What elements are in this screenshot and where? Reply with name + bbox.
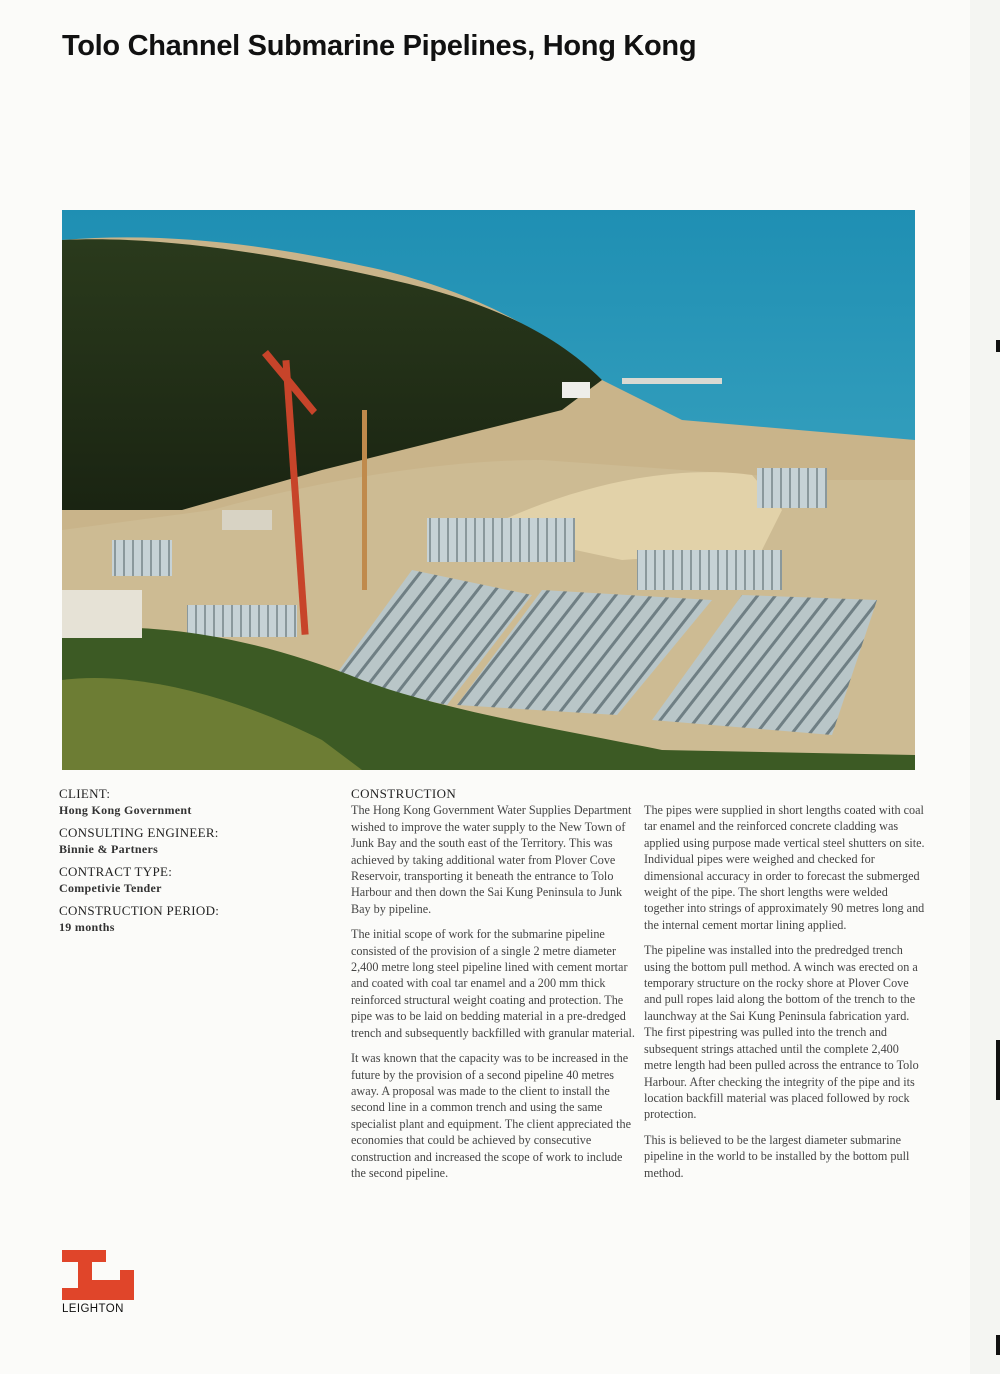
construction-column-1 — [351, 786, 636, 1190]
fact-label: CONTRACT TYPE: — [59, 864, 173, 879]
fact-client — [59, 786, 319, 818]
project-facts — [59, 786, 319, 942]
edge-mark — [996, 1335, 1000, 1355]
paragraph: The pipeline was installed into the predredged trench using the bottom pull method. A winch was erected on a temporary structure on the rocky shore at Plover Cove and pull ropes laid along the bottom of the trench to the launchway at the Sai Kung Peninsula fabrication yard. The first pipestring was pulled into the trench and subsequent strings attached until the complete 2,400 metre length had been pulled across the entrance to Tolo Harbour. After checking the integrity of the pipe and its location backfill material was placed followed by rock protection. — [644, 943, 919, 1122]
construction-column-2 — [644, 802, 929, 1190]
page-title: Tolo Channel Submarine Pipelines, Hong Kong — [62, 30, 697, 62]
logo-mark — [62, 1250, 134, 1300]
paragraph: This is believed to be the largest diameter submarine pipeline in the world to be installed by the bottom pull method. — [644, 1132, 910, 1180]
construction-heading: CONSTRUCTION — [351, 786, 457, 801]
logo-wordmark: LEIGHTON — [62, 1303, 124, 1315]
fact-value: Competivie Tender — [59, 881, 162, 895]
leighton-logo-icon — [62, 1250, 134, 1300]
fact-consulting-engineer — [59, 825, 319, 857]
fact-value: Binnie & Partners — [59, 842, 159, 856]
fact-label: CLIENT: — [59, 786, 111, 801]
paragraph: The pipes were supplied in short lengths coated with coal tar enamel and the reinforced concrete cladding was applied using purpose made vertical steel shutters on site. Individual pipes were weighed and checked for dimensional accuracy in order to forecast the submerged weight of the pipe. The short lengths were welded together into strings of approximately 90 metres long and the internal cement mortar lining applied. — [644, 803, 925, 932]
fact-value: Hong Kong Government — [59, 803, 192, 817]
page-edge-strip — [970, 0, 1000, 1374]
edge-mark — [996, 340, 1000, 352]
aerial-construction-site-photo — [62, 210, 915, 770]
fact-construction-period — [59, 903, 319, 935]
leighton-logo — [62, 1250, 134, 1315]
site-photo — [62, 210, 915, 770]
fact-contract-type — [59, 864, 319, 896]
fact-label: CONSTRUCTION PERIOD: — [59, 903, 220, 918]
paragraph: It was known that the capacity was to be increased in the future by the provision of a second pipeline 40 metres away. A proposal was made to the client to install the second line in a common trench and using the same specialist plant and equipment. The client appreciated the economies that could be achieved by consecutive construction and increased the scope of work to include the second pipeline. — [351, 1051, 631, 1180]
paragraph: The initial scope of work for the submarine pipeline consisted of the provision of a single 2 metre diameter 2,400 metre long steel pipeline lined with cement mortar and coated with coal tar enamel and a 200 mm thick reinforced structural weight coating and protection. The pipe was to be laid on bedding material in a pre-dredged trench and subsequently backfilled with granular material. — [351, 927, 635, 1040]
fact-label: CONSULTING ENGINEER: — [59, 825, 219, 840]
fact-value: 19 months — [59, 920, 115, 934]
edge-mark — [996, 1040, 1000, 1100]
paragraph: The Hong Kong Government Water Supplies Department wished to improve the water supply to the New Town of Junk Bay and the south east of the Territory. This was achieved by taking additional water from Plover Cove Reservoir, transporting it beneath the entrance to Tolo Harbour and then down the Sai Kung Peninsula to Junk Bay by pipeline. — [351, 803, 632, 916]
